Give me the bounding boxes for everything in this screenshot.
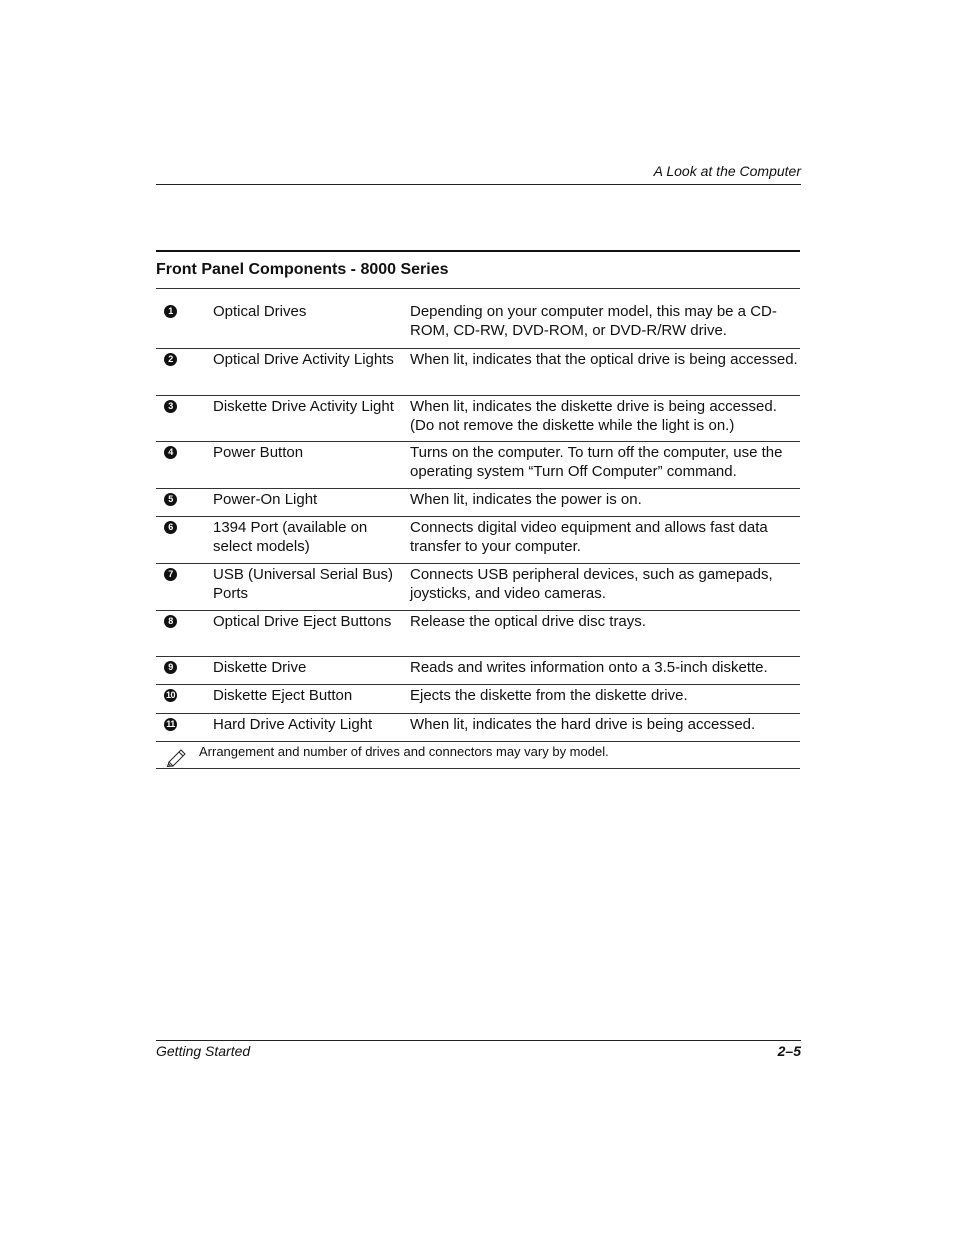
- component-description: Depending on your computer model, this may be a CD-ROM, CD-RW, DVD-ROM, or DVD-R/RW drive.: [410, 303, 777, 339]
- component-description: Release the optical drive disc trays.: [410, 613, 646, 630]
- running-header: [156, 163, 801, 185]
- table-row: [156, 685, 800, 714]
- table-row: [156, 289, 800, 349]
- callout-number: 11: [164, 715, 184, 735]
- table-row: [156, 657, 800, 685]
- component-description: Connects digital video equipment and allows fast data transfer to your computer.: [410, 519, 768, 555]
- callout-number: 10: [165, 690, 175, 700]
- component-name: Optical Drives: [213, 303, 307, 320]
- component-description: Turns on the computer. To turn off the computer, use the operating system “Turn Off Computer” command.: [410, 444, 783, 480]
- table-row: [156, 714, 800, 742]
- component-description: When lit, indicates that the optical drive is being accessed.: [410, 351, 798, 368]
- component-name: Power-On Light: [213, 491, 318, 508]
- callout-number: 2: [164, 350, 184, 370]
- table-row: [156, 611, 800, 657]
- page-number: 2–5: [777, 1043, 801, 1059]
- component-name: Diskette Eject Button: [213, 687, 353, 704]
- callout-number: 7: [164, 565, 184, 585]
- component-name: Optical Drive Eject Buttons: [213, 613, 392, 630]
- component-description: Ejects the diskette from the diskette drive.: [410, 687, 688, 704]
- callout-number: 4: [164, 443, 184, 463]
- component-name: Optical Drive Activity Lights: [213, 351, 394, 368]
- component-name: Hard Drive Activity Light: [213, 716, 373, 733]
- chapter-title: A Look at the Computer: [653, 163, 801, 179]
- table-row: [156, 564, 800, 611]
- table-row: [156, 489, 800, 517]
- callout-number: 5: [164, 490, 184, 510]
- callout-number: 6: [164, 518, 184, 538]
- table-row: [156, 396, 800, 442]
- callout-number: 1: [164, 302, 184, 322]
- front-panel-components-table: [156, 250, 800, 769]
- table-row: [156, 442, 800, 489]
- note-row: [156, 742, 800, 769]
- component-name: USB (Universal Serial Bus) Ports: [213, 566, 394, 602]
- book-title: Getting Started: [156, 1043, 251, 1059]
- running-footer: [156, 1040, 801, 1060]
- component-description: When lit, indicates the hard drive is being accessed.: [410, 716, 756, 733]
- component-description: When lit, indicates the power is on.: [410, 491, 642, 508]
- component-name: Power Button: [213, 444, 304, 461]
- component-name: Diskette Drive Activity Light: [213, 398, 394, 415]
- table-row: [156, 349, 800, 396]
- component-name: Diskette Drive: [213, 659, 307, 676]
- component-name: 1394 Port (available on select models): [213, 519, 368, 555]
- table-row: [156, 517, 800, 564]
- callout-number: 9: [164, 658, 184, 678]
- table-title: Front Panel Components - 8000 Series: [156, 252, 800, 289]
- note-text: Arrangement and number of drives and connectors may vary by model.: [199, 744, 609, 759]
- callout-number: 3: [164, 397, 184, 417]
- component-description: Connects USB peripheral devices, such as gamepads, joysticks, and video cameras.: [410, 566, 773, 602]
- component-description: When lit, indicates the diskette drive is being accessed. (Do not remove the diskette while the light is on.): [410, 398, 777, 434]
- component-description: Reads and writes information onto a 3.5-inch diskette.: [410, 659, 768, 676]
- callout-number: 8: [164, 612, 184, 632]
- pencil-note-icon: [166, 747, 190, 767]
